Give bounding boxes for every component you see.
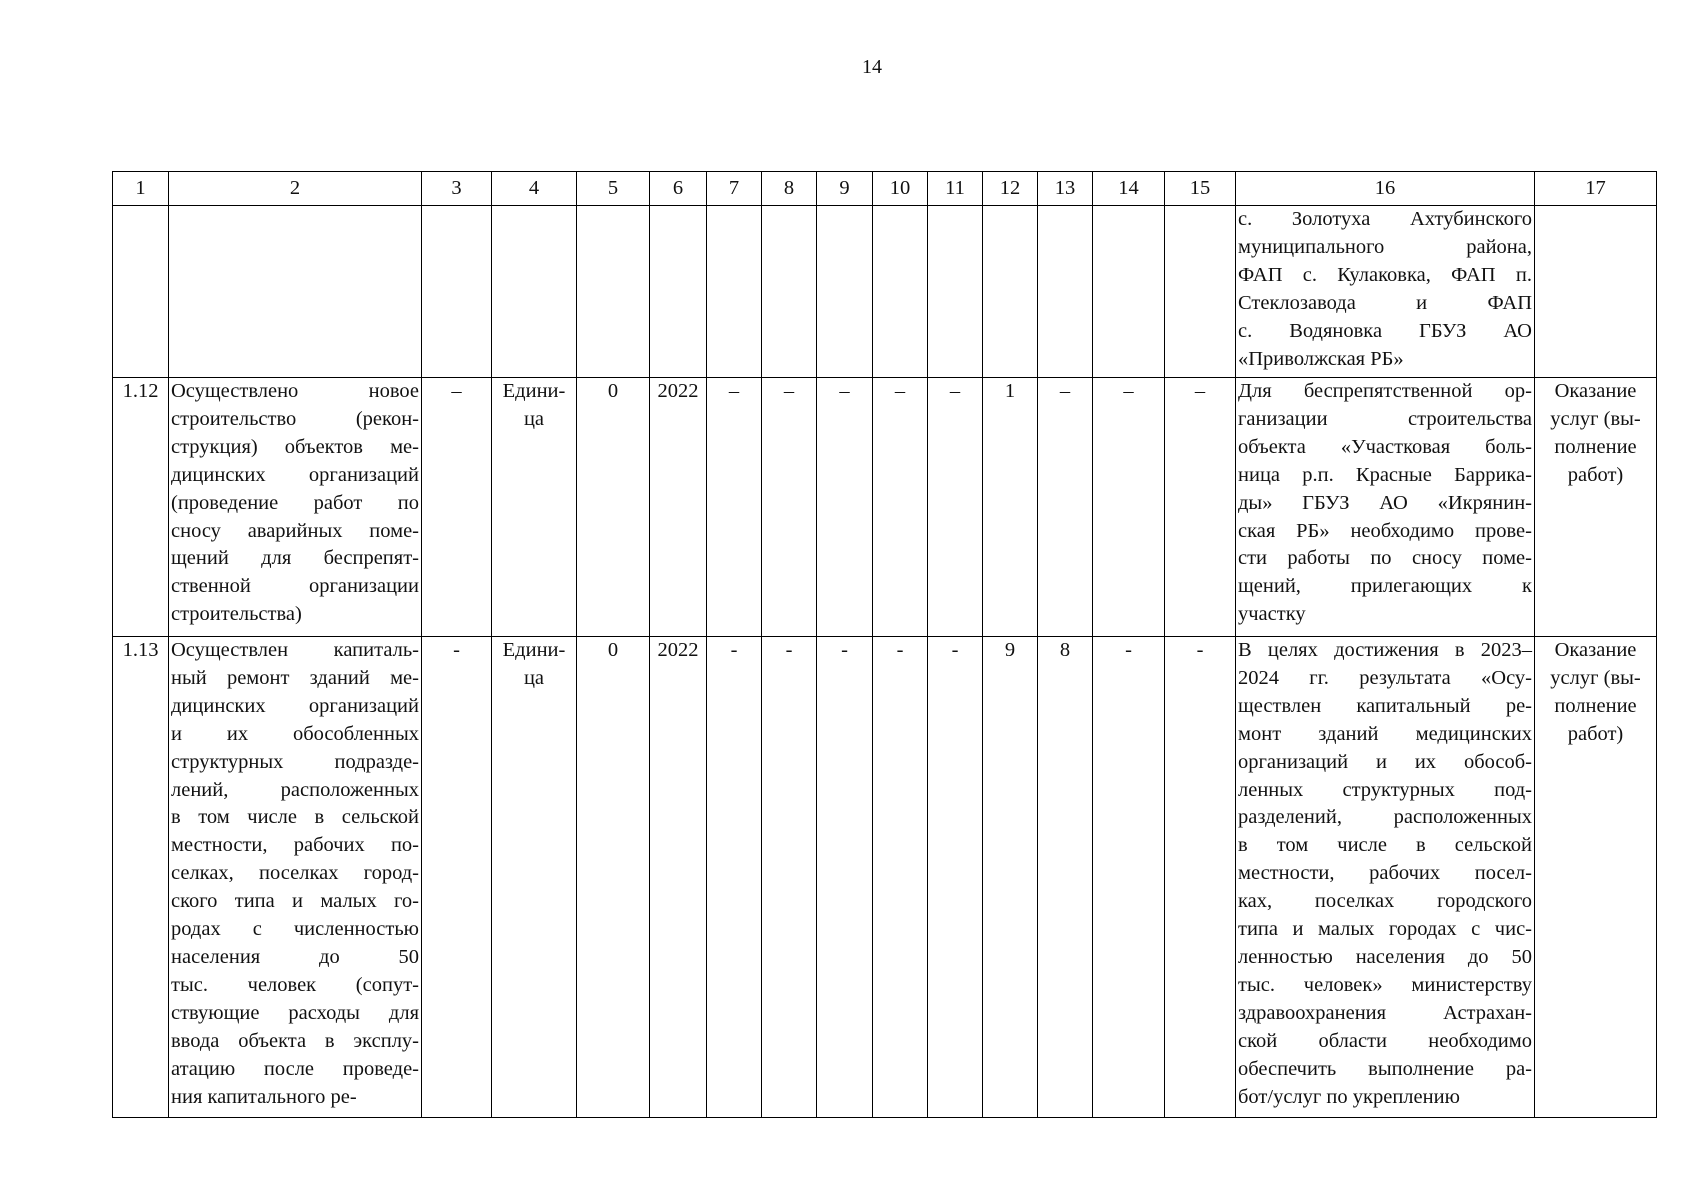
cell-col11: – [928, 378, 983, 637]
cell-col3: - [422, 637, 492, 1118]
header-row [113, 172, 1657, 206]
text-line: ввода объекта в эксплу- [171, 1029, 419, 1052]
text-line: ская РБ» необходимо прове- [1238, 519, 1532, 542]
cell-col1 [113, 206, 169, 378]
cell-col14: – [1093, 378, 1165, 637]
cell-col12: 9 [983, 637, 1038, 1118]
cell-col15 [1165, 206, 1236, 378]
text-line: (проведение работ по [171, 491, 419, 514]
cell-col7: - [707, 637, 762, 1118]
text-line: струкция) объектов ме- [171, 435, 419, 458]
cell-col11: - [928, 637, 983, 1118]
cell-col4 [492, 206, 577, 378]
cell-col13: 8 [1038, 637, 1093, 1118]
row-number: 1.13 [113, 637, 169, 1118]
result-name-cell [169, 378, 422, 637]
cell-col8: - [762, 637, 817, 1118]
column-header-13: 13 [1038, 172, 1093, 206]
column-header-8: 8 [762, 172, 817, 206]
text-line: и их обособленных [171, 722, 419, 745]
text-line: ственной организации [171, 575, 419, 598]
text-line: ского типа и малых го- [171, 890, 419, 913]
text-line: щений для беспрепят- [171, 547, 419, 570]
text-line: ствующие расходы для [171, 1001, 419, 1024]
text-line: местности, рабочих по- [171, 834, 419, 857]
text-line: дицинских организаций [171, 463, 419, 486]
text-line: родах с численностью [171, 918, 419, 941]
text-line: населения до 50 [171, 945, 419, 968]
year-cell: 2022 [650, 378, 707, 637]
column-header-16: 16 [1236, 172, 1535, 206]
text-line: муниципального района, [1238, 235, 1532, 258]
text-line: здравоохранения Астрахан- [1238, 1001, 1532, 1024]
text-line: Для беспрепятственной ор- [1238, 380, 1532, 402]
cell-col5: 0 [577, 378, 650, 637]
table-row [113, 637, 1657, 1118]
column-header-4: 4 [492, 172, 577, 206]
text-line: ленных структурных под- [1238, 778, 1532, 801]
text-line: с. Золотуха Ахтубинского [1238, 208, 1532, 230]
text-line: монт зданий медицинских [1238, 722, 1532, 745]
page-number: 14 [862, 56, 882, 78]
text-line: организаций и их обособ- [1238, 750, 1532, 773]
cell-col10: - [873, 637, 928, 1118]
text-line: лений, расположенных [171, 778, 419, 801]
text-line: ный ремонт зданий ме- [171, 666, 419, 689]
cell-col9: - [817, 637, 873, 1118]
column-header-6: 6 [650, 172, 707, 206]
text-line: ках, поселках городского [1238, 890, 1532, 913]
column-header-14: 14 [1093, 172, 1165, 206]
justification-cell [1236, 206, 1535, 378]
column-header-3: 3 [422, 172, 492, 206]
text-line: структурных подразде- [171, 750, 419, 773]
cell-col9 [817, 206, 873, 378]
text-line: тыс. человек» министерству [1238, 973, 1532, 996]
results-table [112, 171, 1657, 1118]
table-row [113, 206, 1657, 378]
text-line: с. Водяновка ГБУЗ АО [1238, 319, 1532, 342]
column-header-12: 12 [983, 172, 1038, 206]
text-line: ской области необходимо [1238, 1029, 1532, 1052]
cell-col8: – [762, 378, 817, 637]
text-line: Осуществлен капиталь- [171, 639, 419, 661]
text-line: разделений, расположенных [1238, 806, 1532, 829]
text-line: ганизации строительства [1238, 407, 1532, 430]
text-line: Стеклозавода и ФАП [1238, 291, 1532, 314]
column-header-11: 11 [928, 172, 983, 206]
cell-col7 [707, 206, 762, 378]
text-line: «Приволжская РБ» [1238, 347, 1404, 370]
cell-col2 [169, 206, 422, 378]
text-line: местности, рабочих посел- [1238, 862, 1532, 885]
cell-col13 [1038, 206, 1093, 378]
text-line: сносу аварийных поме- [171, 519, 419, 542]
table-row [113, 378, 1657, 637]
text-line: ница р.п. Красные Баррика- [1238, 463, 1532, 486]
text-line: селках, поселках город- [171, 862, 419, 885]
type-cell: Оказание услуг (вы-полнение работ) [1535, 637, 1657, 1118]
cell-col17 [1535, 206, 1657, 378]
result-name-cell [169, 637, 422, 1118]
cell-col10 [873, 206, 928, 378]
text-line: ния капитального ре- [171, 1085, 357, 1108]
text-line: ществлен капитальный ре- [1238, 694, 1532, 717]
text-line: строительства) [171, 603, 302, 626]
text-line: в том числе в сельской [171, 806, 419, 829]
cell-col14: - [1093, 637, 1165, 1118]
cell-col15: - [1165, 637, 1236, 1118]
column-header-1: 1 [113, 172, 169, 206]
justification-cell [1236, 378, 1535, 637]
cell-col6 [650, 206, 707, 378]
cell-col3: – [422, 378, 492, 637]
justification-cell [1236, 637, 1535, 1118]
type-cell: Оказание услуг (вы-полнение работ) [1535, 378, 1657, 637]
column-header-10: 10 [873, 172, 928, 206]
text-line: в том числе в сельской [1238, 834, 1532, 857]
year-cell: 2022 [650, 637, 707, 1118]
text-line: обеспечить выполнение ра- [1238, 1057, 1532, 1080]
cell-col14 [1093, 206, 1165, 378]
cell-col5 [577, 206, 650, 378]
text-line: участку [1238, 603, 1306, 626]
text-line: щений, прилегающих к [1238, 575, 1532, 598]
text-line: бот/услуг по укреплению [1238, 1085, 1460, 1108]
cell-col12 [983, 206, 1038, 378]
cell-col7: – [707, 378, 762, 637]
text-line: ленностью населения до 50 [1238, 945, 1532, 968]
column-header-7: 7 [707, 172, 762, 206]
column-header-2: 2 [169, 172, 422, 206]
text-line: тыс. человек (сопут- [171, 973, 419, 996]
cell-col8 [762, 206, 817, 378]
text-line: строительство (рекон- [171, 407, 419, 430]
cell-col11 [928, 206, 983, 378]
text-line: ды» ГБУЗ АО «Икрянин- [1238, 491, 1532, 514]
cell-col15: – [1165, 378, 1236, 637]
unit-cell: Едини-ца [492, 637, 577, 1118]
cell-col13: – [1038, 378, 1093, 637]
cell-col9: – [817, 378, 873, 637]
cell-col5: 0 [577, 637, 650, 1118]
cell-col3 [422, 206, 492, 378]
column-header-9: 9 [817, 172, 873, 206]
text-line: атацию после проведе- [171, 1057, 419, 1080]
text-line: типа и малых городах с чис- [1238, 918, 1532, 941]
column-header-15: 15 [1165, 172, 1236, 206]
column-header-5: 5 [577, 172, 650, 206]
text-line: ФАП с. Кулаковка, ФАП п. [1238, 263, 1532, 286]
cell-col12: 1 [983, 378, 1038, 637]
column-header-17: 17 [1535, 172, 1657, 206]
text-line: дицинских организаций [171, 694, 419, 717]
text-line: сти работы по сносу поме- [1238, 547, 1532, 570]
cell-col10: – [873, 378, 928, 637]
text-line: В целях достижения в 2023– [1238, 639, 1532, 661]
text-line: объекта «Участковая боль- [1238, 435, 1532, 458]
text-line: Осуществлено новое [171, 380, 419, 402]
row-number: 1.12 [113, 378, 169, 637]
unit-cell: Едини-ца [492, 378, 577, 637]
text-line: 2024 гг. результата «Осу- [1238, 666, 1532, 689]
